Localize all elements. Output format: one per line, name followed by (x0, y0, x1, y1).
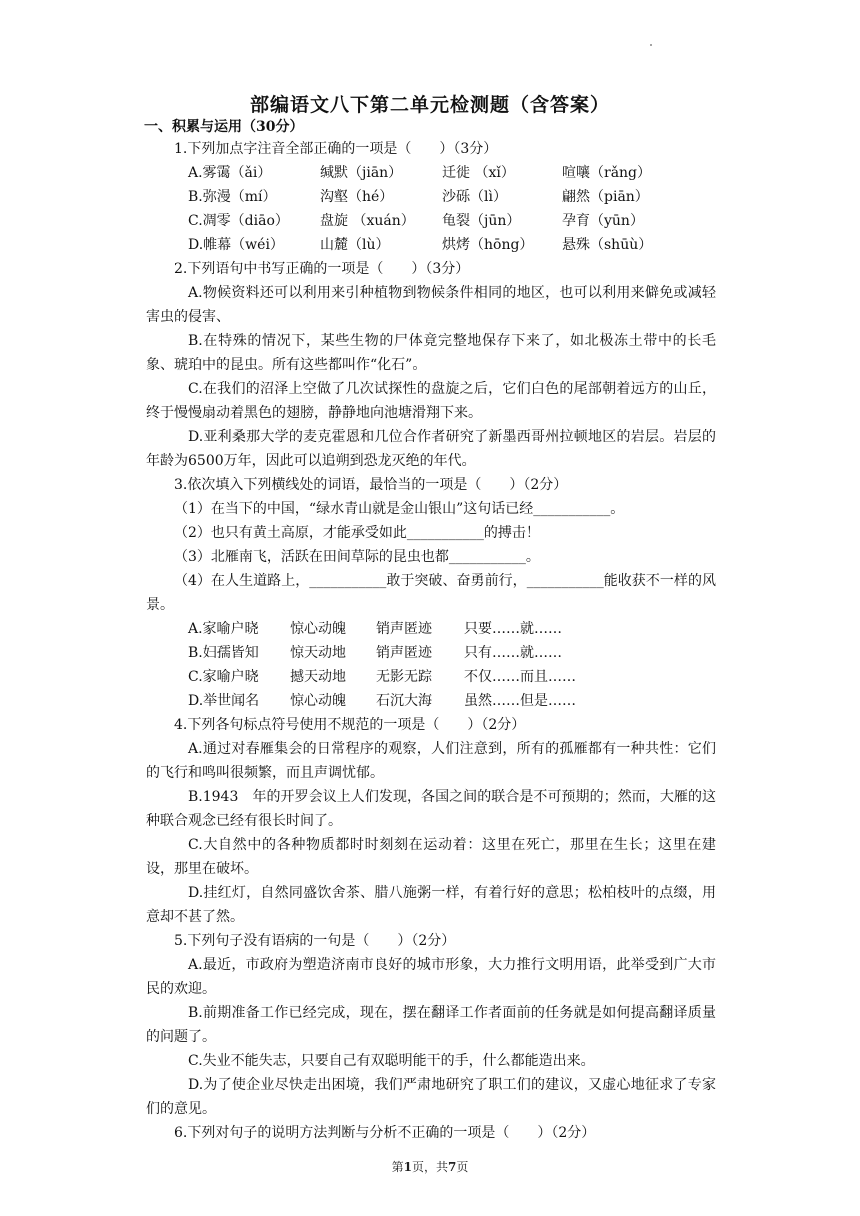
q1-d-1: D.帷幕（wéi） (188, 237, 284, 253)
q3-choice-c (146, 665, 716, 689)
q3-d-4: 虽然……但是…… (464, 693, 576, 709)
q5-option-c: C.失业不能失志，只要自己有双聪明能干的手，什么都能造出来。 (188, 1053, 595, 1069)
q1-a-4: 喧嚷（rǎng） (562, 165, 652, 181)
q1-option-row-a (146, 161, 716, 185)
q5-option-a: A.最近，市政府为塑造济南市良好的城市形象，大力推行文明用语，此举受到广大市民的欢迎。 (146, 957, 716, 997)
q1-d-3: 烘烤（hōng） (442, 237, 534, 253)
q4-option-b: B.1943 年的开罗会议上人们发现，各国之间的联合是不可预期的；然而，大雁的这种联合观念已经有很长时间了。 (146, 789, 716, 829)
q1-b-3: 沙砾（lì） (442, 189, 507, 205)
q3-a-1: A.家喻户晓 (188, 621, 259, 637)
footer-total-pages: 7 (448, 1160, 457, 1174)
q3-b-3: 销声匿迹 (376, 645, 432, 661)
q3-blank-4: （4）在人生道路上，___________敢于突破、奋勇前行，___________能收获不一样的风景。 (146, 573, 716, 613)
q3-a-4: 只要……就…… (464, 621, 562, 637)
q3-c-2: 撼天动地 (290, 669, 346, 685)
q1-b-1: B.弥漫（mí） (188, 189, 277, 205)
scan-dot (650, 44, 652, 46)
q3-choice-b (146, 641, 716, 665)
footer-mid: 页，共 (411, 1160, 448, 1174)
footer-suffix: 页 (456, 1160, 469, 1174)
section-heading: 一、积累与运用（30分） (144, 119, 304, 135)
q2-option-d: D.亚利桑那大学的麦克霍恩和几位合作者研究了新墨西哥州拉顿地区的岩层。岩层的年龄为6500万年，因此可以追朔到恐龙灭绝的年代。 (146, 429, 716, 469)
q3-c-1: C.家喻户晓 (188, 669, 259, 685)
q3-blank-3: （3）北雁南飞，活跃在田间草际的昆虫也都___________。 (174, 549, 540, 565)
q1-a-3: 迁徙 （xǐ） (442, 165, 515, 181)
q3-a-2: 惊心动魄 (290, 621, 346, 637)
q4-option-d: D.挂红灯，自然同盛饮舍茶、腊八施粥一样，有着行好的意思；松柏枝叶的点缀，用意却不甚了然。 (146, 885, 716, 925)
q1-b-2: 沟壑（hé） (320, 189, 394, 205)
q3-d-3: 石沉大海 (376, 693, 432, 709)
q1-d-2: 山麓（lù） (320, 237, 390, 253)
q5-option-d: D.为了使企业尽快走出困境，我们严肃地研究了职工们的建议，又虚心地征求了专家们的意见。 (146, 1077, 716, 1117)
q3-blank-1: （1）在当下的中国，“绿水青山就是金山银山”这句话已经___________。 (174, 501, 625, 517)
question-2-stem: 2.下列语句中书写正确的一项是（ ）（3分） (174, 261, 470, 277)
q3-d-1: D.举世闻名 (188, 693, 260, 709)
question-4-stem: 4.下列各句标点符号使用不规范的一项是（ ）（2分） (174, 717, 526, 733)
footer-prefix: 第 (391, 1160, 404, 1174)
q1-a-2: 缄默（jiān） (320, 165, 403, 181)
question-5-stem: 5.下列句子没有语病的一句是（ ）（2分） (174, 933, 456, 949)
exam-content (146, 117, 716, 1145)
q1-option-row-b (146, 185, 716, 209)
q2-option-b: B.在特殊的情况下，某些生物的尸体竟完整地保存下来了，如北极冻土带中的长毛象、琥珀中的昆虫。所有这些都叫作“化石”。 (146, 333, 716, 373)
q1-option-row-d (146, 233, 716, 257)
q1-a-1: A.雾霭（ǎi） (188, 165, 272, 181)
q3-c-4: 不仅……而且…… (464, 669, 576, 685)
q3-d-2: 惊心动魄 (290, 693, 346, 709)
footer-page-number: 1 (403, 1160, 412, 1174)
question-6-stem: 6.下列对句子的说明方法判断与分析不正确的一项是（ ）（2分） (174, 1125, 596, 1141)
q2-option-a: A.物候资料还可以利用来引种植物到物候条件相同的地区，也可以利用来僻免或减轻害虫的侵害、 (146, 285, 716, 325)
q4-option-c: C.大自然中的各种物质都时时刻刻在运动着：这里在死亡，那里在生长；这里在建设，那里在破坏。 (146, 837, 716, 877)
q3-b-2: 惊天动地 (290, 645, 346, 661)
q1-c-2: 盘旋 （xuán） (320, 213, 415, 229)
q3-c-3: 无影无踪 (376, 669, 432, 685)
q5-option-b: B.前期准备工作已经完成，现在，摆在翻译工作者面前的任务就是如何提高翻译质量的问题了。 (146, 1005, 716, 1045)
question-3-stem: 3.依次填入下列横线处的词语，最恰当的一项是（ ）（2分） (174, 477, 568, 493)
page-title: 部编语文八下第二单元检测题（含答案） (249, 94, 610, 116)
q1-c-1: C.凋零（diāo） (188, 213, 289, 229)
q1-c-4: 孕育（yūn） (562, 213, 644, 229)
q1-c-3: 龟裂（jūn） (442, 213, 521, 229)
page-footer (0, 1158, 860, 1175)
q3-a-3: 销声匿迹 (376, 621, 432, 637)
q2-option-c: C.在我们的沼泽上空做了几次试探性的盘旋之后，它们白色的尾部朝着远方的山丘，终于慢慢扇动着黑色的翅膀，静静地向池塘滑翔下来。 (146, 381, 716, 421)
q4-option-a: A.通过对春雁集会的日常程序的观察，人们注意到，所有的孤雁都有一种共性：它们的飞行和鸣叫很频繁，而且声调忧郁。 (146, 741, 716, 781)
q3-choice-a (146, 617, 716, 641)
q3-blank-2: （2）也只有黄土高原，才能承受如此___________的搏击！ (174, 525, 540, 541)
q1-d-4: 悬殊（shūù） (562, 237, 653, 253)
q1-b-4: 翩然（piān） (562, 189, 649, 205)
q3-b-1: B.妇孺皆知 (188, 645, 259, 661)
question-1-stem: 1.下列加点字注音全部正确的一项是（ ）（3分） (174, 141, 498, 157)
q1-option-row-c (146, 209, 716, 233)
q3-choice-d (146, 689, 716, 713)
q3-b-4: 只有……就…… (464, 645, 562, 661)
